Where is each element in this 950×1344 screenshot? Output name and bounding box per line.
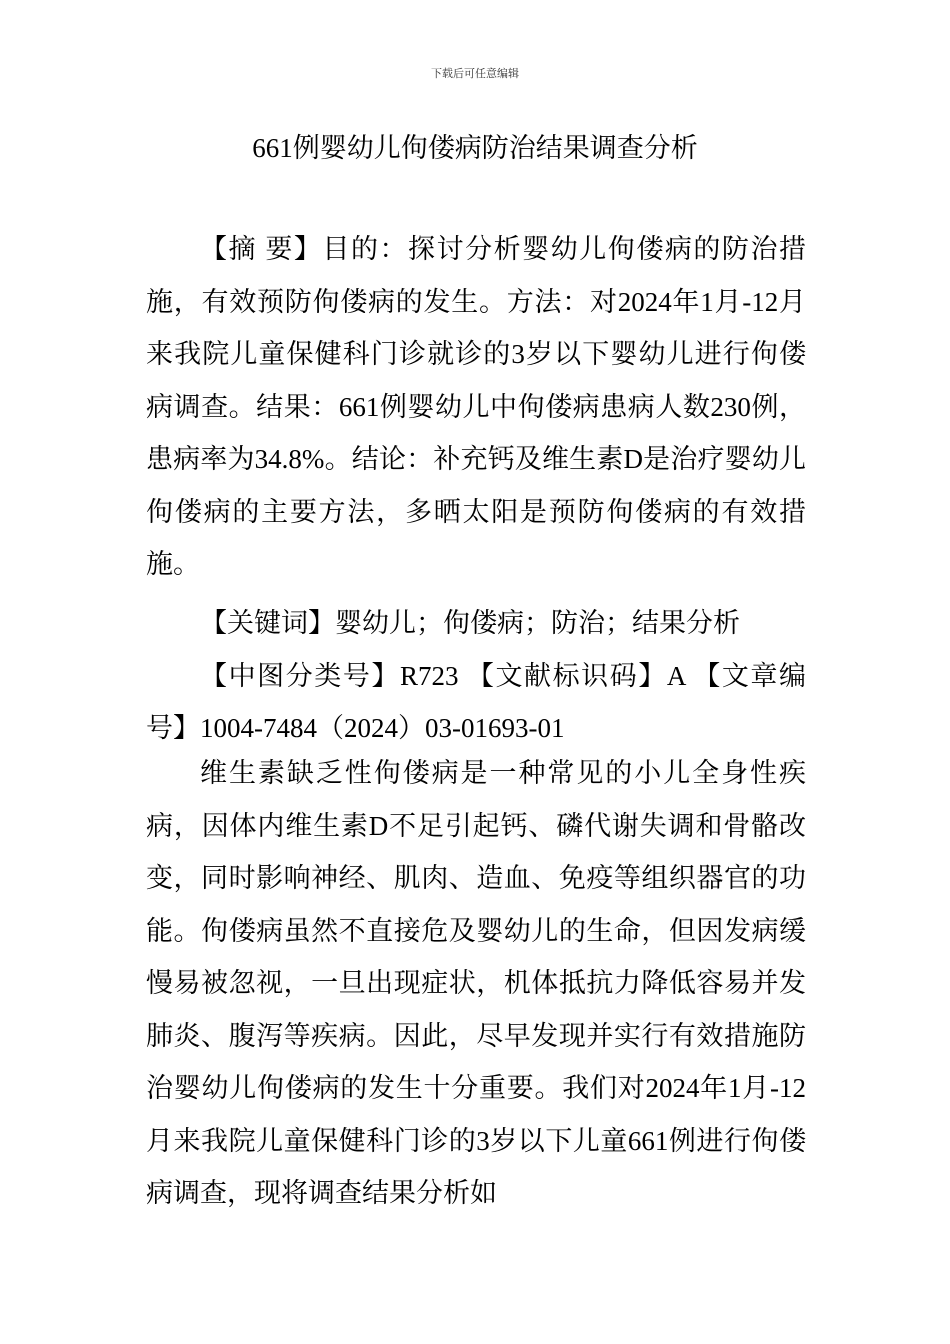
abstract-paragraph: 【摘 要】目的：探讨分析婴幼儿佝偻病的防治措施，有效预防佝偻病的发生。方法：对2024年1月-12月来我院儿童保健科门诊就诊的3岁以下婴幼儿进行佝偻病调查。结果：661例婴幼儿中佝偻病患病人数230例，患病率为34.8%。结论：补充钙及维生素D是治疗婴幼儿佝偻病的主要方法，多晒太阳是预防佝偻病的有效措施。 (146, 234, 806, 579)
intro-section (146, 747, 806, 1220)
download-note: 下载后可任意编辑 (431, 68, 519, 80)
keywords-paragraph: 【关键词】婴幼儿；佝偻病；防治；结果分析 (200, 608, 740, 638)
classification-paragraph: 【中图分类号】R723 【文献标识码】A 【文章编号】1004-7484（2024）03-01693-01 (146, 660, 806, 743)
document-title: 661例婴幼儿佝偻病防治结果调查分析 (252, 133, 698, 163)
abstract-section (146, 223, 806, 591)
keywords-section (146, 597, 806, 755)
intro-paragraph: 维生素缺乏性佝偻病是一种常见的小儿全身性疾病，因体内维生素D不足引起钙、磷代谢失调和骨骼改变，同时影响神经、肌肉、造血、免疫等组织器官的功能。佝偻病虽然不直接危及婴幼儿的生命，但因发病缓慢易被忽视，一旦出现症状，机体抵抗力降低容易并发肺炎、腹泻等疾病。因此，尽早发现并实行有效措施防治婴幼儿佝偻病的发生十分重要。我们对2024年1月-12月来我院儿童保健科门诊的3岁以下儿童661例进行佝偻病调查，现将调查结果分析如 (146, 758, 806, 1208)
